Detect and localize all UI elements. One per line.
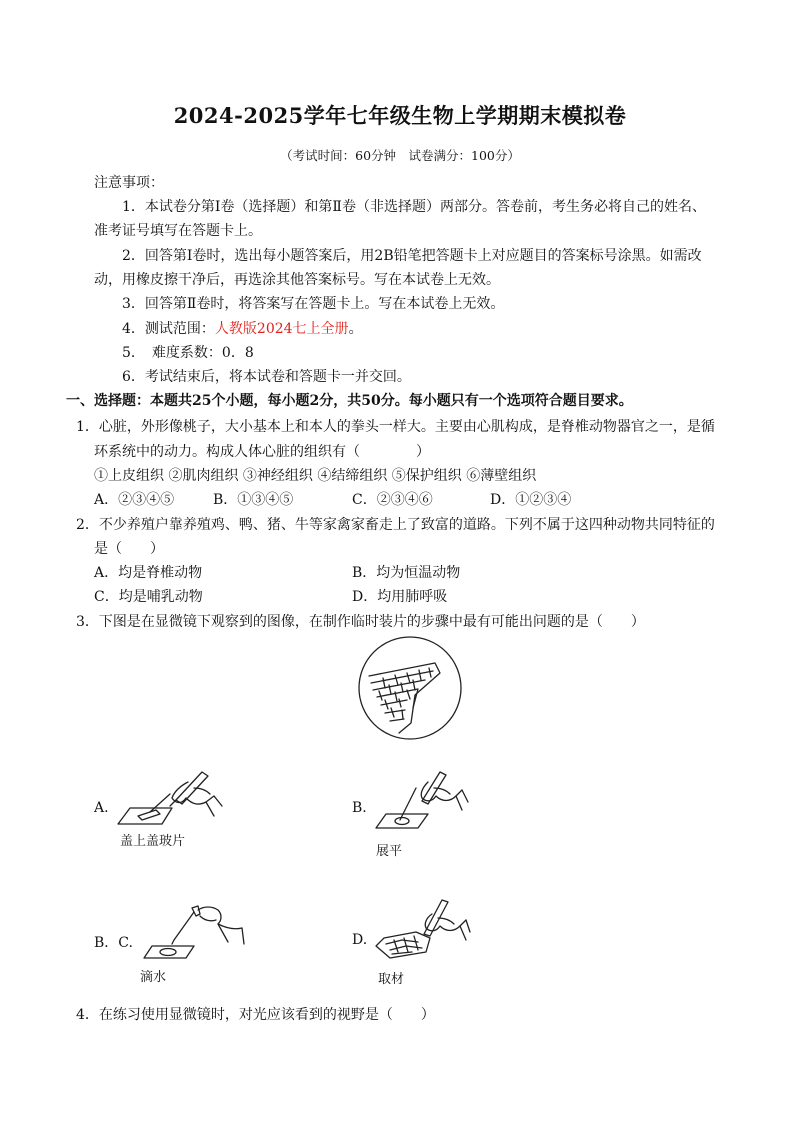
section-heading: 一、选择题：本题共25个小题，每小题2分，共50分。每小题只有一个选项符合题目要求。 [66, 393, 633, 409]
note-3: 3．回答第Ⅱ卷时，将答案写在答题卡上。写在本试卷上无效。 [122, 296, 505, 312]
q1-line-2: 环系统中的动力。构成人体心脏的组织有（ ） [94, 444, 430, 460]
q4-line-1: 4．在练习使用显微镜时，对光应该看到的视野是（ ） [76, 1007, 435, 1023]
q3-option-a-letter[interactable]: A. [94, 800, 109, 816]
q1-line-1: 1．心脏，外形像桃子，大小基本上和本人的拳头一样大。主要由心肌构成，是脊椎动物器官之一，是循 [76, 419, 715, 435]
q3-option-b-image[interactable] [370, 768, 470, 838]
q2-option-a[interactable]: A．均是脊椎动物 [94, 565, 203, 581]
notes-heading: 注意事项： [94, 175, 164, 191]
microscope-view-figure [355, 633, 465, 743]
q3-option-d-image[interactable] [372, 896, 472, 968]
q3-option-d-caption: 取材 [378, 972, 405, 987]
q3-option-a-image[interactable] [110, 766, 230, 836]
test-range: 人教版2024七上全册 [214, 321, 349, 337]
note-4 [122, 318, 363, 338]
q1-option-b[interactable]: B．①③④⑤ [213, 492, 294, 508]
note-5: 5． 难度系数：0．8 [122, 345, 254, 361]
page-title: 2024-2025学年七年级生物上学期期末模拟卷 [173, 103, 627, 128]
q3-option-a-caption: 盖上盖玻片 [120, 834, 186, 849]
q3-option-b-letter[interactable]: B. [352, 800, 367, 816]
q3-option-c-letter[interactable]: B．C. [94, 935, 133, 951]
q3-option-c-caption: 滴水 [140, 970, 167, 985]
q1-line-3: ①上皮组织 ②肌肉组织 ③神经组织 ④结缔组织 ⑤保护组织 ⑥薄壁组织 [94, 468, 537, 484]
q2-option-b[interactable]: B．均为恒温动物 [352, 565, 461, 581]
q1-option-d[interactable]: D．①②③④ [490, 492, 572, 508]
q2-option-d[interactable]: D．均用肺呼吸 [352, 589, 448, 605]
note-4-end: 。 [348, 321, 363, 337]
q1-option-c[interactable]: C．②③④⑥ [352, 492, 433, 508]
note-6: 6．考试结束后，将本试卷和答题卡一并交回。 [122, 369, 411, 385]
note-2-line-1: 2．回答第Ⅰ卷时，选出每小题答案后，用2B铅笔把答题卡上对应题目的答案标号涂黑。如需改 [122, 248, 702, 264]
q3-line-1: 3．下图是在显微镜下观察到的图像，在制作临时装片的步骤中最有可能出问题的是（ ） [76, 614, 645, 630]
note-4-label: 4．测试范围： [122, 321, 215, 337]
q3-option-d-letter[interactable]: D. [352, 932, 368, 948]
note-1-line-1: 1．本试卷分第Ⅰ卷（选择题）和第Ⅱ卷（非选择题）两部分。答卷前，考生务必将自己的姓名、 [122, 199, 706, 215]
q2-line-1: 2．不少养殖户靠养殖鸡、鸭、猪、牛等家禽家畜走上了致富的道路。下列不属于这四种动物共同特征的 [76, 517, 715, 533]
exam-info: （考试时间：60分钟 试卷满分：100分） [280, 148, 520, 163]
q3-option-c-image[interactable] [138, 898, 248, 968]
q2-option-c[interactable]: C．均是哺乳动物 [94, 589, 203, 605]
q1-option-a[interactable]: A．②③④⑤ [94, 492, 175, 508]
note-2-line-2: 动，用橡皮擦干净后，再选涂其他答案标号。写在本试卷上无效。 [94, 272, 500, 288]
q3-option-b-caption: 展平 [376, 844, 403, 859]
note-1-line-2: 准考证号填写在答题卡上。 [94, 223, 262, 239]
q2-line-2: 是（ ） [94, 541, 164, 557]
